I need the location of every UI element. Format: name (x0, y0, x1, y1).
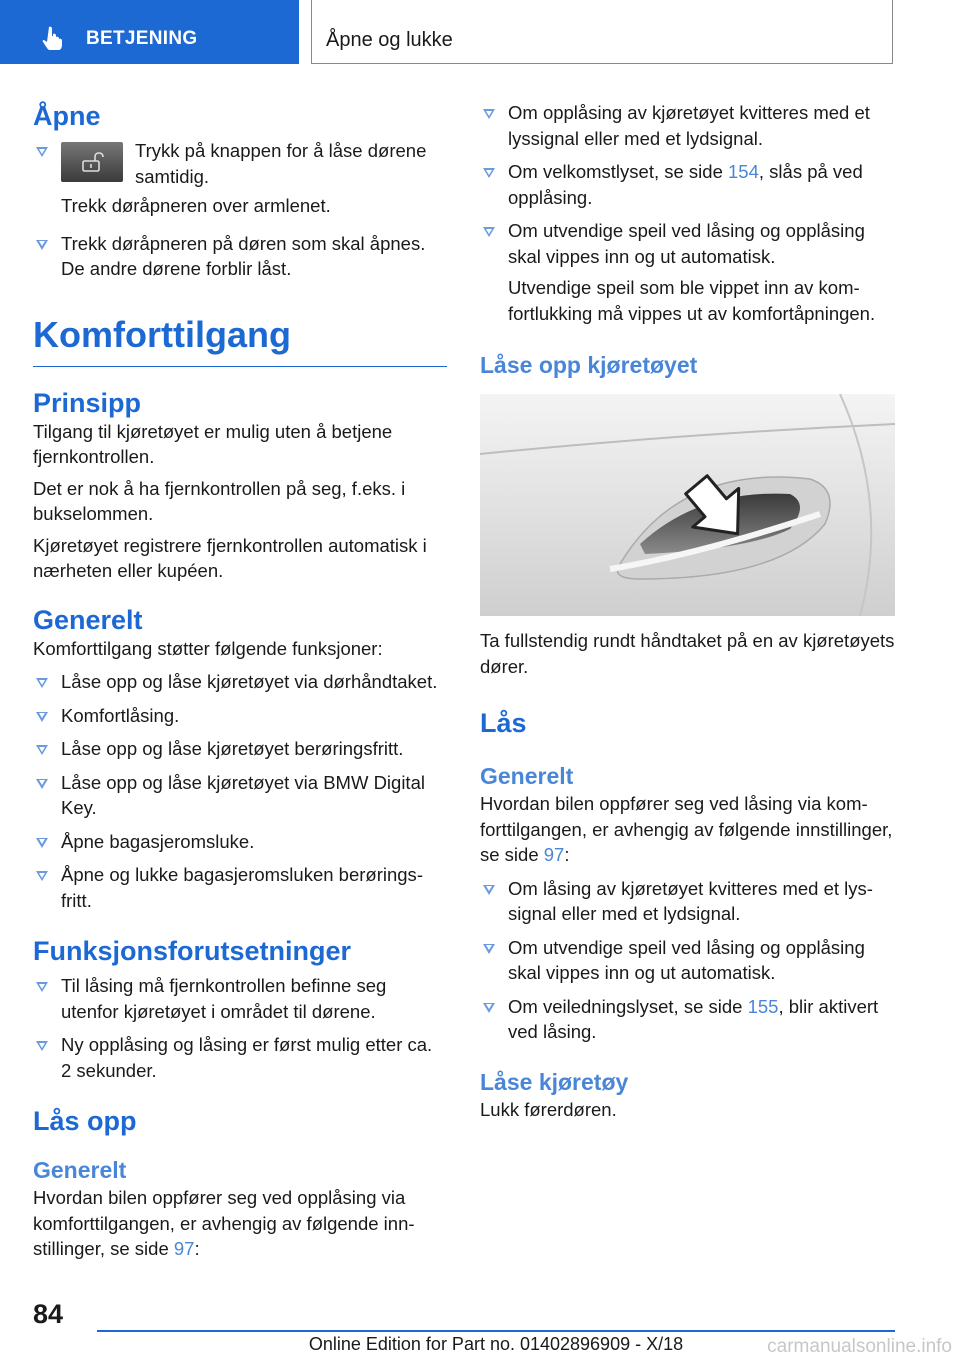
list-item-text: Om utvendige speil ved låsing og opplåsing skal vippes inn og ut automatisk. (508, 936, 865, 983)
image-caption: Ta fullstendig rundt håndtaket på en av kjøretøyets dører. (480, 630, 895, 677)
list-item-text: Til låsing må fjernkontrollen befinne seg utenfor kjøretøyet i området til dørene. (61, 975, 387, 1022)
bullet-icon (36, 1041, 48, 1051)
bullet-icon (36, 838, 48, 848)
list-item-text: Om utvendige speil ved låsing og opplåsing skal vippes inn og ut automatisk. (508, 220, 865, 267)
paragraph: Tilgang til kjøretøyet er mulig uten å betjene fjernkontrollen. (33, 420, 393, 467)
heading-laase-kjoretoy: Låse kjøretøy (480, 1068, 629, 1095)
text-span: , blir aktivert ved låsing. (508, 995, 879, 1042)
chapter-title: Åpne og lukke (326, 29, 453, 51)
page-link[interactable]: 155 (747, 995, 779, 1017)
subheading-generelt: Generelt (33, 1157, 127, 1183)
heading-funksjonsforutsetninger: Funksjonsforutsetninger (33, 936, 352, 966)
bullet-icon (483, 109, 495, 119)
heading-komforttilgang: Komforttilgang (33, 314, 447, 367)
list-item-text: Om opplåsing av kjøretøyet kvitteres med et lyssignal eller med et lydsignal. (508, 102, 870, 149)
page-link[interactable]: 154 (728, 161, 759, 182)
footer-divider (97, 1330, 895, 1332)
punctuation: : (194, 1238, 200, 1259)
door-handle-illustration (480, 394, 895, 616)
list-item-text: Låse opp og låse kjøretøyet berøringsfritt. (61, 738, 404, 759)
list-item (33, 829, 447, 855)
list-item (33, 770, 447, 821)
heading-laas-opp: Lås opp (33, 1106, 137, 1136)
section-tab (0, 0, 299, 64)
hand-icon (40, 24, 66, 50)
bullet-icon (483, 944, 495, 954)
paragraph: Lukk førerdøren. (480, 1098, 617, 1120)
paragraph-text: Hvordan bilen oppfører seg ved opplåsing via komforttilgangen, er avhengig av følgende innstillinger, se side (33, 1187, 415, 1259)
heading-aapne: Åpne (33, 101, 101, 131)
bullet-icon (483, 168, 495, 178)
bullet-icon (483, 1003, 495, 1013)
list-item (33, 138, 447, 219)
edition-text: Online Edition for Part no. 01402896909 - X/18 (308, 1334, 684, 1354)
text-press-button: Trykk på knappen for å låse dørene samtidig. (135, 140, 427, 187)
heading-prinsipp: Prinsipp (33, 387, 142, 418)
bullet-icon (36, 240, 48, 250)
text-span: Om veiledningslyset, se side (508, 995, 748, 1017)
list-item-text: Komfortlåsing. (61, 704, 180, 726)
list-item-text (508, 159, 895, 210)
list-item-text: Ny opplåsing og låsing er først mulig etter ca. 2 sekunder. (61, 1034, 433, 1081)
bullet-icon (36, 779, 48, 789)
list-item-text: Åpne bagasjeromsluke. (61, 830, 255, 852)
section-label: BETJENING (86, 28, 198, 49)
bullet-icon (36, 982, 48, 992)
heading-generelt: Generelt (33, 604, 143, 635)
paragraph (480, 791, 895, 868)
text-span: Om velkomstlyset, se side (508, 161, 729, 182)
paragraph-text: Hvordan bilen oppfører seg ved låsing via komforttilgangen, er avhengig av følgende innstillinger, se side (480, 793, 893, 865)
list-item-text (508, 994, 895, 1045)
paragraph: Komforttilgang støtter følgende funksjoner: (33, 637, 383, 659)
text-span: , slås på ved opplåsing. (508, 161, 863, 208)
list-item-text: Åpne og lukke bagasjeromsluken berøringsfritt. (61, 864, 423, 911)
list-item (33, 1032, 447, 1083)
left-column (33, 100, 447, 1262)
bullet-icon (36, 871, 48, 881)
paragraph: Kjøretøyet registrere fjernkontrollen automatisk i nærheten eller kupéen. (33, 534, 427, 581)
list-item (33, 703, 447, 729)
watermark: carmanualsonline.info (767, 1336, 952, 1357)
paragraph: Det er nok å ha fjernkontrollen på seg, f.eks. i bukselommen. (33, 477, 406, 524)
list-item (33, 736, 447, 762)
list-item (33, 973, 447, 1024)
right-column (480, 100, 895, 1122)
list-item-text: Låse opp og låse kjøretøyet via BMW Digital Key. (61, 771, 425, 818)
list-item (33, 862, 447, 913)
punctuation: : (564, 844, 570, 865)
list-item-text: Trekk døråpneren på døren som skal åpnes. De andre dørene forblir låst. (61, 232, 426, 279)
text-pull-handle: Trekk døråpneren over armlenet. (61, 195, 331, 216)
paragraph (33, 1185, 447, 1262)
bullet-icon (36, 147, 48, 157)
page-link[interactable]: 97 (173, 1238, 195, 1259)
subheading-generelt: Generelt (480, 763, 574, 789)
list-item (480, 159, 895, 210)
list-item (480, 935, 895, 986)
page-number: 84 (33, 1299, 64, 1329)
list-item (480, 876, 895, 927)
list-item (33, 231, 447, 282)
bullet-icon (36, 712, 48, 722)
list-item-text: Låse opp og låse kjøretøyet via dørhåndtaket. (61, 671, 438, 692)
chapter-header (311, 0, 893, 64)
unlock-icon (61, 142, 123, 182)
bullet-icon (36, 745, 48, 755)
bullet-icon (483, 885, 495, 895)
bullet-icon (483, 227, 495, 237)
page-link[interactable]: 97 (543, 844, 565, 865)
heading-laase-opp-kjoretoyet: Låse opp kjøretøyet (480, 352, 698, 378)
bullet-icon (36, 678, 48, 688)
list-item (480, 100, 895, 151)
heading-laas: Lås (480, 708, 527, 738)
lock-button-image (61, 142, 123, 182)
list-item-text: Om låsing av kjøretøyet kvitteres med et lyssignal eller med et lydsignal. (508, 877, 873, 924)
list-item-text: Utvendige speil som ble vippet inn av komfortlukking må vippes ut av komfortåpningen. (508, 277, 876, 324)
list-item (480, 218, 895, 326)
list-item (33, 669, 447, 695)
list-item (480, 994, 895, 1045)
door-handle-image (480, 394, 895, 616)
